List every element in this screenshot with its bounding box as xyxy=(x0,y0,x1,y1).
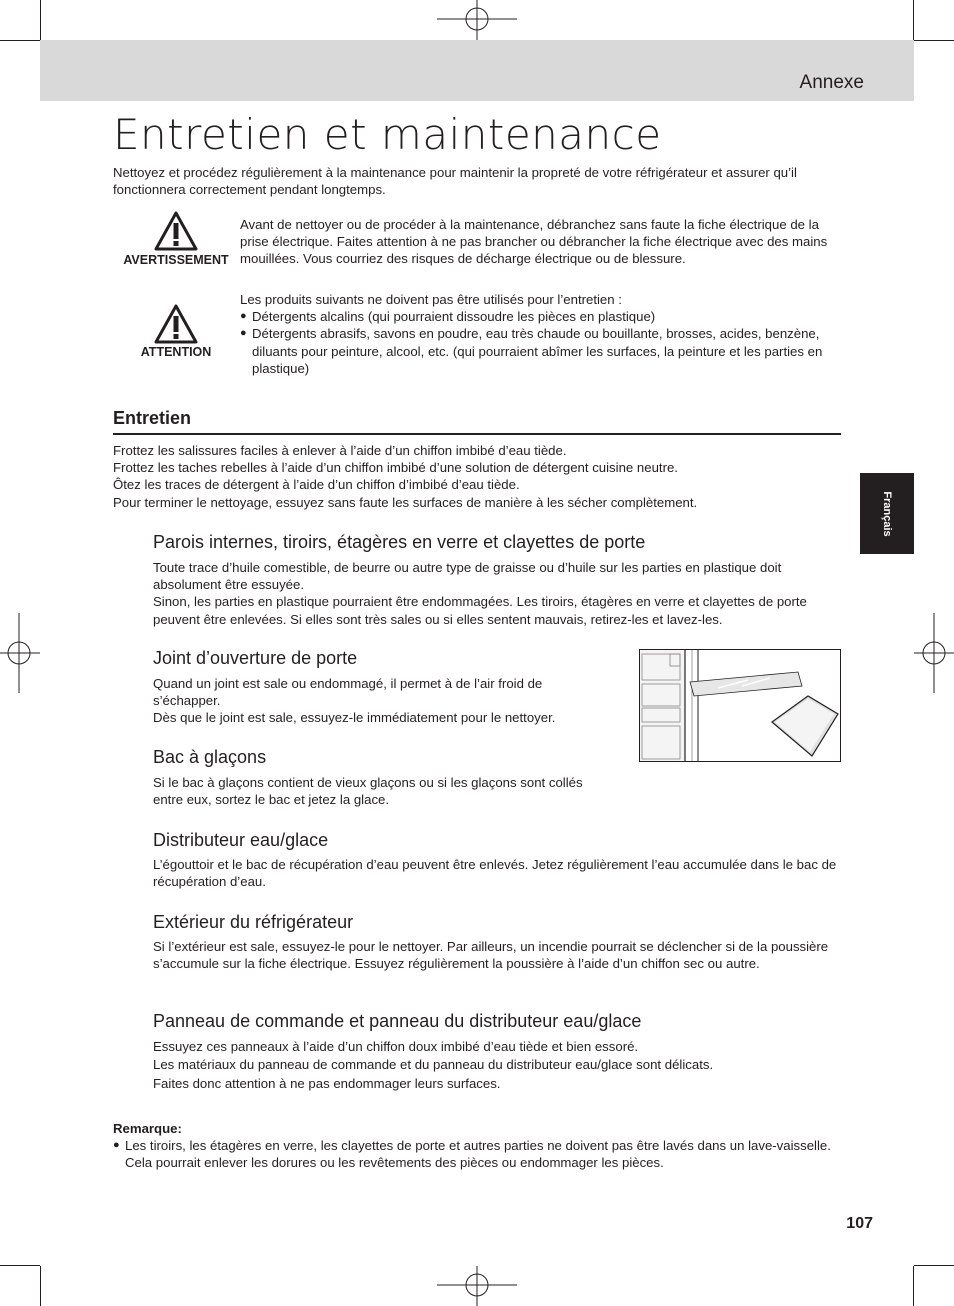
remark-item: ● Les tiroirs, les étagères en verre, les clayettes de porte et autres parties ne doivent pas être lavés dans un lave-vaisselle. Cela pourrait enlever les dorures ou les revêtements des pièces ou endommager les pièces. xyxy=(113,1137,841,1171)
panneau-text xyxy=(153,1038,841,1093)
panneau-p2: Les matériaux du panneau de commande et du panneau du distributeur eau/glace sont délicats. xyxy=(153,1057,714,1073)
joint-heading: Joint d’ouverture de porte xyxy=(153,648,358,668)
bac-heading: Bac à glaçons xyxy=(153,747,267,767)
caution-triangle-icon xyxy=(154,304,198,344)
caution-list xyxy=(240,308,840,377)
registration-mark-bottom xyxy=(437,1266,517,1306)
remark-label: Remarque: xyxy=(113,1121,182,1136)
caution-item: ● Détergents alcalins (qui pourraient dissoudre les pièces en plastique) xyxy=(240,308,840,325)
gasket-cleaning-illustration xyxy=(639,649,841,762)
joint-p1: Quand un joint est sale ou endommagé, il permet à de l’air froid de s’échapper. xyxy=(153,676,543,709)
entretien-line: Pour terminer le nettoyage, essuyez sans faute les surfaces de manière à les sécher complètement. xyxy=(113,494,698,510)
language-tab-label: Français xyxy=(881,490,893,537)
joint-text xyxy=(153,675,598,727)
bac-text: Si le bac à glaçons contient de vieux glaçons ou si les glaçons sont collés entre eux, sortez le bac et jetez la glace. xyxy=(153,775,583,808)
caution-item: ● Détergents abrasifs, savons en poudre, eau très chaude ou bouillante, brosses, acides, benzène, diluants pour peinture, alcool, etc. (qui pourraient abîmer les surfaces, la peinture et les parties en plastique) xyxy=(240,325,840,377)
warning-triangle-icon xyxy=(154,211,198,251)
language-tab xyxy=(860,473,914,554)
parois-p2: Sinon, les parties en plastique pourraient être endommagées. Les tiroirs, étagères en verre et clayettes de porte peuvent être enlevées. Si elles sont très sales ou si elles sentent mauvais, retirez-les et lavez-les. xyxy=(153,594,807,627)
distributeur-heading: Distributeur eau/glace xyxy=(153,830,329,850)
caution-block xyxy=(240,291,840,377)
parois-p1: Toute trace d’huile comestible, de beurre ou autre type de graisse ou d’huile sur les parties en plastique doit absolument être essuyée. xyxy=(153,560,782,593)
entretien-line: Frottez les taches rebelles à l’aide d’un chiffon imbibé d’une solution de détergent cuisine neutre. xyxy=(113,460,678,476)
joint-p2: Dès que le joint est sale, essuyez-le immédiatement pour le nettoyer. xyxy=(153,710,556,726)
panneau-p3: Faites donc attention à ne pas endommager leurs surfaces. xyxy=(153,1075,501,1091)
panneau-p1: Essuyez ces panneaux à l’aide d’un chiffon doux imbibé d’eau tiède et bien essoré. xyxy=(153,1039,639,1054)
page-number: 107 xyxy=(846,1215,873,1232)
warning-text: Avant de nettoyer ou de procéder à la maintenance, débranchez sans faute la fiche électrique de la prise électrique. Faites attention à ne pas brancher ou débrancher la fiche électrique avec des mains mouillées. Vous courriez des risques de décharge électrique ou de blessure. xyxy=(240,217,828,267)
registration-mark-left xyxy=(0,613,40,693)
heading-rule xyxy=(113,433,841,435)
parois-heading: Parois internes, tiroirs, étagères en verre et clayettes de porte xyxy=(153,532,646,552)
remark-block xyxy=(113,1120,841,1172)
intro-text: Nettoyez et procédez régulièrement à la maintenance pour maintenir la propreté de votre réfrigérateur et assurer qu’il fonctionnera correctement pendant longtemps. xyxy=(113,165,797,198)
exterieur-text: Si l’extérieur est sale, essuyez-le pour le nettoyer. Par ailleurs, un incendie pourrait se déclencher si de la poussière s’accumule sur la fiche électrique. Essuyez régulièrement la poussière à l’aide d’un chiffon sec ou autre. xyxy=(153,939,829,972)
registration-mark-right xyxy=(914,613,954,693)
section-label: Annexe xyxy=(799,72,864,93)
panneau-heading: Panneau de commande et panneau du distributeur eau/glace xyxy=(153,1011,642,1031)
page-title: Entretien et maintenance xyxy=(113,110,662,159)
header-band xyxy=(40,40,914,101)
entretien-text xyxy=(113,442,843,511)
warning-label: AVERTISSEMENT xyxy=(123,253,229,267)
caution-intro: Les produits suivants ne doivent pas être utilisés pour l’entretien : xyxy=(240,292,622,307)
remark-list xyxy=(113,1137,841,1171)
entretien-line: Ôtez les traces de détergent à l’aide d’un chiffon d’imbibé d’eau tiède. xyxy=(113,477,520,493)
entretien-heading: Entretien xyxy=(113,408,192,428)
registration-mark-top xyxy=(437,0,517,40)
exterieur-heading: Extérieur du réfrigérateur xyxy=(153,912,354,932)
parois-text xyxy=(153,559,841,628)
fridge-illustration xyxy=(640,650,840,761)
distributeur-text: L’égouttoir et le bac de récupération d’eau peuvent être enlevés. Jetez régulièrement l’eau accumulée dans le bac de récupération d’eau. xyxy=(153,857,837,890)
entretien-line: Frottez les salissures faciles à enlever à l’aide d’un chiffon imbibé d’eau tiède. xyxy=(113,443,567,458)
caution-label: ATTENTION xyxy=(140,345,212,359)
